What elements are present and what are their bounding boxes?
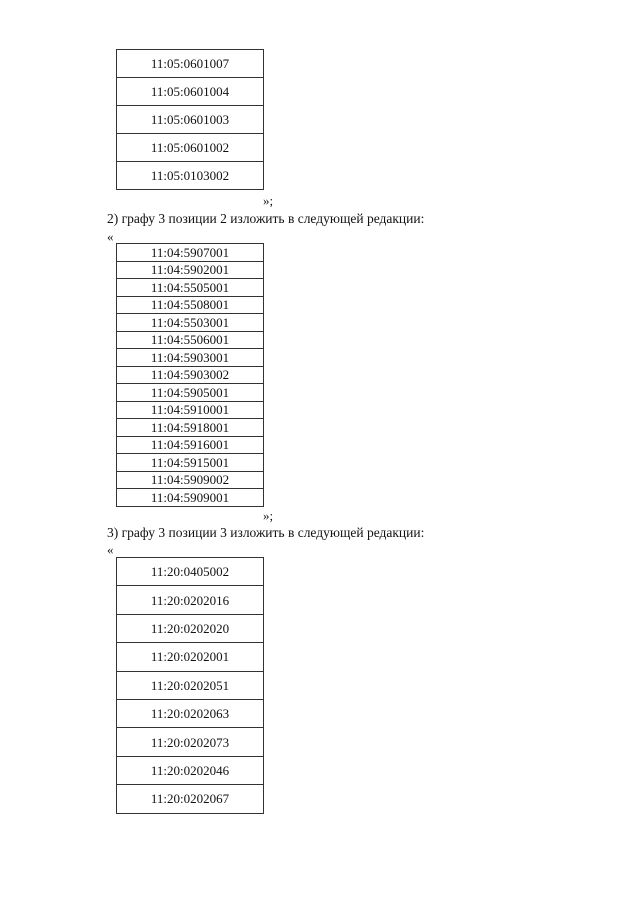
cadastral-number-cell: 11:04:5902001 bbox=[117, 261, 264, 279]
cadastral-number-cell: 11:04:5905001 bbox=[117, 384, 264, 402]
cadastral-table-3 bbox=[116, 557, 264, 814]
table-row bbox=[117, 785, 264, 813]
cadastral-number-cell: 11:04:5915001 bbox=[117, 454, 264, 472]
cadastral-number-cell: 11:20:0405002 bbox=[117, 558, 264, 586]
cadastral-number-cell: 11:04:5907001 bbox=[117, 244, 264, 262]
opening-quote-3: « bbox=[107, 542, 114, 557]
item-2-text: 2) графу 3 позиции 2 изложить в следующей редакции: bbox=[107, 211, 425, 226]
cadastral-number-cell: 11:04:5910001 bbox=[117, 401, 264, 419]
table-row bbox=[117, 558, 264, 586]
table-row bbox=[117, 728, 264, 756]
table-row bbox=[117, 162, 264, 190]
cadastral-table-2 bbox=[116, 243, 264, 507]
table-row bbox=[117, 106, 264, 134]
cadastral-number-cell: 11:20:0202046 bbox=[117, 756, 264, 784]
cadastral-number-cell: 11:04:5508001 bbox=[117, 296, 264, 314]
cadastral-number-cell: 11:20:0202067 bbox=[117, 785, 264, 813]
cadastral-number-cell: 11:04:5506001 bbox=[117, 331, 264, 349]
table-row bbox=[117, 436, 264, 454]
cadastral-number-cell: 11:20:0202073 bbox=[117, 728, 264, 756]
cadastral-number-cell: 11:05:0601002 bbox=[117, 134, 264, 162]
table-row bbox=[117, 384, 264, 402]
cadastral-number-cell: 11:20:0202001 bbox=[117, 643, 264, 671]
closing-quote-2: »; bbox=[263, 508, 274, 523]
table-row bbox=[117, 401, 264, 419]
table-row bbox=[117, 756, 264, 784]
table-row bbox=[117, 489, 264, 507]
cadastral-number-cell: 11:05:0601004 bbox=[117, 78, 264, 106]
cadastral-number-cell: 11:04:5909002 bbox=[117, 471, 264, 489]
table-row bbox=[117, 296, 264, 314]
cadastral-number-cell: 11:05:0103002 bbox=[117, 162, 264, 190]
table-row bbox=[117, 471, 264, 489]
cadastral-number-cell: 11:20:0202016 bbox=[117, 586, 264, 614]
cadastral-number-cell: 11:04:5503001 bbox=[117, 314, 264, 332]
table-row bbox=[117, 454, 264, 472]
table-row bbox=[117, 699, 264, 727]
table-row bbox=[117, 279, 264, 297]
table-row bbox=[117, 50, 264, 78]
closing-quote-1: »; bbox=[263, 193, 274, 208]
table-row bbox=[117, 261, 264, 279]
table-row bbox=[117, 78, 264, 106]
table-row bbox=[117, 331, 264, 349]
cadastral-number-cell: 11:04:5916001 bbox=[117, 436, 264, 454]
table-row bbox=[117, 614, 264, 642]
table-row bbox=[117, 349, 264, 367]
cadastral-number-cell: 11:04:5903001 bbox=[117, 349, 264, 367]
cadastral-number-cell: 11:04:5909001 bbox=[117, 489, 264, 507]
cadastral-number-cell: 11:04:5918001 bbox=[117, 419, 264, 437]
table-row bbox=[117, 366, 264, 384]
table-row bbox=[117, 671, 264, 699]
table-row bbox=[117, 419, 264, 437]
cadastral-number-cell: 11:05:0601007 bbox=[117, 50, 264, 78]
table-row bbox=[117, 314, 264, 332]
cadastral-table-1 bbox=[116, 49, 264, 190]
cadastral-number-cell: 11:20:0202063 bbox=[117, 699, 264, 727]
cadastral-number-cell: 11:20:0202051 bbox=[117, 671, 264, 699]
table-row bbox=[117, 244, 264, 262]
item-3-text: 3) графу 3 позиции 3 изложить в следующей редакции: bbox=[107, 525, 425, 540]
cadastral-number-cell: 11:04:5903002 bbox=[117, 366, 264, 384]
table-row bbox=[117, 643, 264, 671]
table-row bbox=[117, 134, 264, 162]
cadastral-number-cell: 11:05:0601003 bbox=[117, 106, 264, 134]
cadastral-number-cell: 11:20:0202020 bbox=[117, 614, 264, 642]
cadastral-number-cell: 11:04:5505001 bbox=[117, 279, 264, 297]
opening-quote-2: « bbox=[107, 229, 114, 244]
table-row bbox=[117, 586, 264, 614]
